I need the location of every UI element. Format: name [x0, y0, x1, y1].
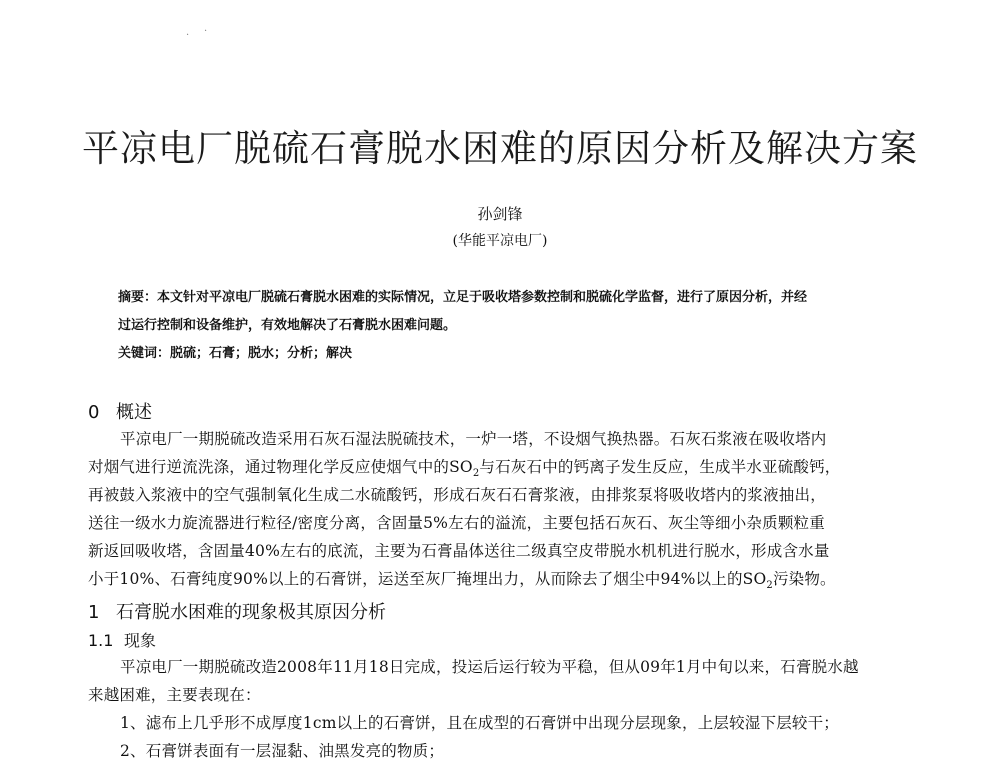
body-text: 污染物。 [772, 570, 836, 588]
subscript: 2 [472, 468, 480, 480]
list-item: 2、石膏饼表面有一层湿黏、油黑发亮的物质； [120, 742, 445, 760]
body-line: 新返回吸收塔，含固量40%左右的底流，主要为石膏晶体送往二级真空皮带脱水机机进行脱水，形成含水量 [88, 542, 830, 560]
subsection-title: 现象 [124, 631, 157, 650]
subsection-heading-1-1 [88, 628, 156, 651]
body-line: 平凉电厂一期脱硫改造采用石灰石湿法脱硫技术，一炉一塔，不设烟气换热器。石灰石浆液在吸收塔内 [120, 430, 827, 448]
section-title: 石膏脱水困难的现象极其原因分析 [116, 602, 386, 623]
section-number: 0 [88, 402, 100, 423]
body-line [88, 568, 928, 597]
scan-speck: · [186, 30, 190, 41]
subscript: 2 [766, 580, 773, 592]
section-number: 1 [88, 602, 100, 623]
body-line [88, 456, 928, 485]
abstract-line-1 [118, 284, 930, 312]
keywords-text: 脱硫；石膏；脱水；分析；解决 [170, 346, 353, 361]
body-line: 再被鼓入浆液中的空气强制氧化生成二水硫酸钙，形成石灰石石膏浆液，由排浆泵将吸收塔内的浆液抽出， [88, 486, 826, 504]
subsection-number: 1.1 [88, 631, 114, 650]
section-title: 概述 [116, 402, 152, 423]
scan-speck: · [204, 26, 208, 37]
abstract-label: 摘要： [118, 290, 158, 305]
body-text: 对烟气进行逆流洗涤，通过物理化学反应使烟气中的SO [88, 458, 473, 476]
keywords-label: 关键词： [118, 346, 171, 361]
keywords-line [118, 340, 930, 368]
abstract-text-1: 本文针对平凉电厂脱硫石膏脱水困难的实际情况，立足于吸收塔参数控制和脱硫化学监督，进行了原因分析，并经 [157, 290, 808, 305]
body-line: 平凉电厂一期脱硫改造2008年11月18日完成，投运后运行较为平稳，但从09年1月中旬以来，石膏脱水越 [120, 658, 859, 676]
list-item: 1、滤布上几乎形不成厚度1cm以上的石膏饼，且在成型的石膏饼中出现分层现象，上层较湿下层较干； [120, 714, 840, 732]
author-name: 孙剑锋 [477, 205, 523, 223]
body-text: 小于10%、石膏纯度90%以上的石膏饼，运送至灰厂掩埋出力，从而除去了烟尘中94%以上的SO [88, 570, 767, 588]
section-heading-1 [88, 598, 386, 624]
body-line: 送往一级水力旋流器进行粒径/密度分离，含固量5%左右的溢流，主要包括石灰石、灰尘等细小杂质颗粒重 [88, 514, 825, 532]
body-line: 来越困难，主要表现在： [88, 686, 261, 704]
abstract-line-2: 过运行控制和设备维护，有效地解决了石膏脱水困难问题。 [118, 318, 457, 333]
paper-title: 平凉电厂脱硫石膏脱水困难的原因分析及解决方案 [82, 127, 918, 170]
section-heading-0 [88, 398, 152, 424]
author-affiliation: (华能平凉电厂) [452, 233, 548, 249]
body-text: 与石灰石中的钙离子发生反应，生成半水亚硫酸钙， [479, 458, 841, 476]
